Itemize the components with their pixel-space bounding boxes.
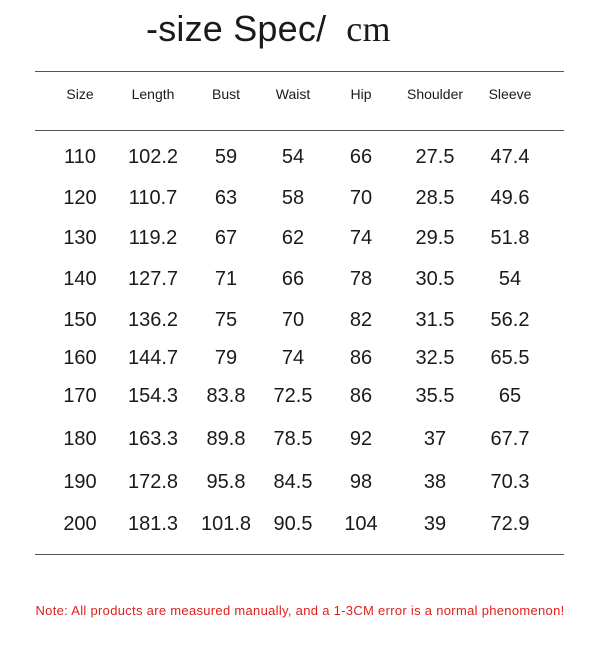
- table-cell-shoulder: 30.5: [415, 268, 455, 290]
- table-cell-size: 160: [63, 347, 97, 369]
- table-cell-hip: 104: [344, 513, 378, 535]
- table-cell-size: 120: [63, 187, 97, 209]
- table-cell-size: 130: [63, 227, 97, 249]
- table-cell-bust: 59: [214, 146, 238, 168]
- table-cell-waist: 70: [281, 309, 305, 331]
- table-cell-waist: 84.5: [273, 471, 313, 493]
- table-cell-size: 110: [64, 146, 96, 168]
- table-cell-shoulder: 38: [423, 471, 447, 493]
- column-header-length: Length: [131, 86, 175, 102]
- table-cell-hip: 92: [349, 428, 373, 450]
- table-cell-hip: 74: [349, 227, 373, 249]
- column-header-size: Size: [66, 86, 94, 102]
- table-cell-sleeve: 72.9: [490, 513, 530, 535]
- header-divider: [35, 130, 564, 131]
- table-cell-length: 163.3: [127, 428, 179, 450]
- table-cell-sleeve: 54: [498, 268, 522, 290]
- table-cell-waist: 58: [281, 187, 305, 209]
- table-cell-sleeve: 65.5: [490, 347, 530, 369]
- table-cell-hip: 70: [349, 187, 373, 209]
- table-cell-waist: 90.5: [273, 513, 313, 535]
- table-cell-waist: 72.5: [273, 385, 313, 407]
- table-cell-length: 136.2: [127, 309, 179, 331]
- table-cell-bust: 63: [214, 187, 238, 209]
- table-cell-bust: 75: [214, 309, 238, 331]
- table-cell-waist: 66: [281, 268, 305, 290]
- table-cell-sleeve: 49.6: [490, 187, 530, 209]
- table-cell-shoulder: 35.5: [415, 385, 455, 407]
- table-cell-sleeve: 70.3: [490, 471, 530, 493]
- table-cell-shoulder: 31.5: [415, 309, 455, 331]
- table-cell-shoulder: 29.5: [415, 227, 455, 249]
- table-cell-hip: 82: [349, 309, 373, 331]
- table-cell-shoulder: 28.5: [415, 187, 455, 209]
- table-cell-length: 102.2: [127, 146, 179, 168]
- table-cell-hip: 86: [349, 385, 373, 407]
- column-header-shoulder: Shoulder: [406, 86, 464, 102]
- table-cell-bust: 67: [214, 227, 238, 249]
- column-header-hip: Hip: [350, 86, 372, 102]
- table-cell-waist: 62: [281, 227, 305, 249]
- table-cell-bust: 95.8: [206, 471, 246, 493]
- column-header-waist: Waist: [275, 86, 311, 102]
- table-cell-length: 127.7: [127, 268, 179, 290]
- table-cell-length: 119.2: [128, 227, 178, 249]
- table-cell-hip: 66: [349, 146, 373, 168]
- table-cell-shoulder: 39: [423, 513, 447, 535]
- table-cell-waist: 74: [281, 347, 305, 369]
- table-cell-hip: 78: [349, 268, 373, 290]
- table-cell-size: 180: [63, 428, 97, 450]
- table-cell-size: 200: [63, 513, 97, 535]
- table-cell-hip: 98: [349, 471, 373, 493]
- table-cell-length: 110.7: [128, 187, 178, 209]
- table-cell-bust: 83.8: [206, 385, 246, 407]
- table-cell-bust: 79: [214, 347, 238, 369]
- table-cell-length: 181.3: [127, 513, 179, 535]
- table-cell-size: 190: [63, 471, 97, 493]
- column-header-sleeve: Sleeve: [488, 86, 532, 102]
- table-cell-sleeve: 65: [498, 385, 522, 407]
- table-cell-sleeve: 51.8: [490, 227, 530, 249]
- bottom-divider: [35, 554, 564, 555]
- table-cell-shoulder: 32.5: [415, 347, 455, 369]
- table-cell-size: 140: [63, 268, 97, 290]
- page-title: [146, 8, 391, 50]
- table-cell-sleeve: 56.2: [490, 309, 530, 331]
- title-unit: cm: [346, 9, 391, 49]
- table-cell-shoulder: 27.5: [415, 146, 455, 168]
- table-cell-sleeve: 67.7: [490, 428, 530, 450]
- table-cell-waist: 54: [281, 146, 305, 168]
- table-cell-size: 150: [63, 309, 97, 331]
- table-cell-waist: 78.5: [273, 428, 313, 450]
- table-cell-length: 172.8: [127, 471, 179, 493]
- table-cell-bust: 101.8: [200, 513, 252, 535]
- table-cell-size: 170: [63, 385, 97, 407]
- column-header-bust: Bust: [211, 86, 241, 102]
- table-cell-sleeve: 47.4: [490, 146, 530, 168]
- measurement-note: Note: All products are measured manually, and a 1-3CM error is a normal phenomenon!: [35, 603, 565, 618]
- table-cell-bust: 71: [214, 268, 238, 290]
- table-cell-hip: 86: [349, 347, 373, 369]
- table-cell-bust: 89.8: [206, 428, 246, 450]
- top-divider: [35, 71, 564, 72]
- table-cell-length: 154.3: [127, 385, 179, 407]
- table-cell-length: 144.7: [127, 347, 179, 369]
- table-cell-shoulder: 37: [423, 428, 447, 450]
- title-text: -size Spec/: [146, 8, 327, 49]
